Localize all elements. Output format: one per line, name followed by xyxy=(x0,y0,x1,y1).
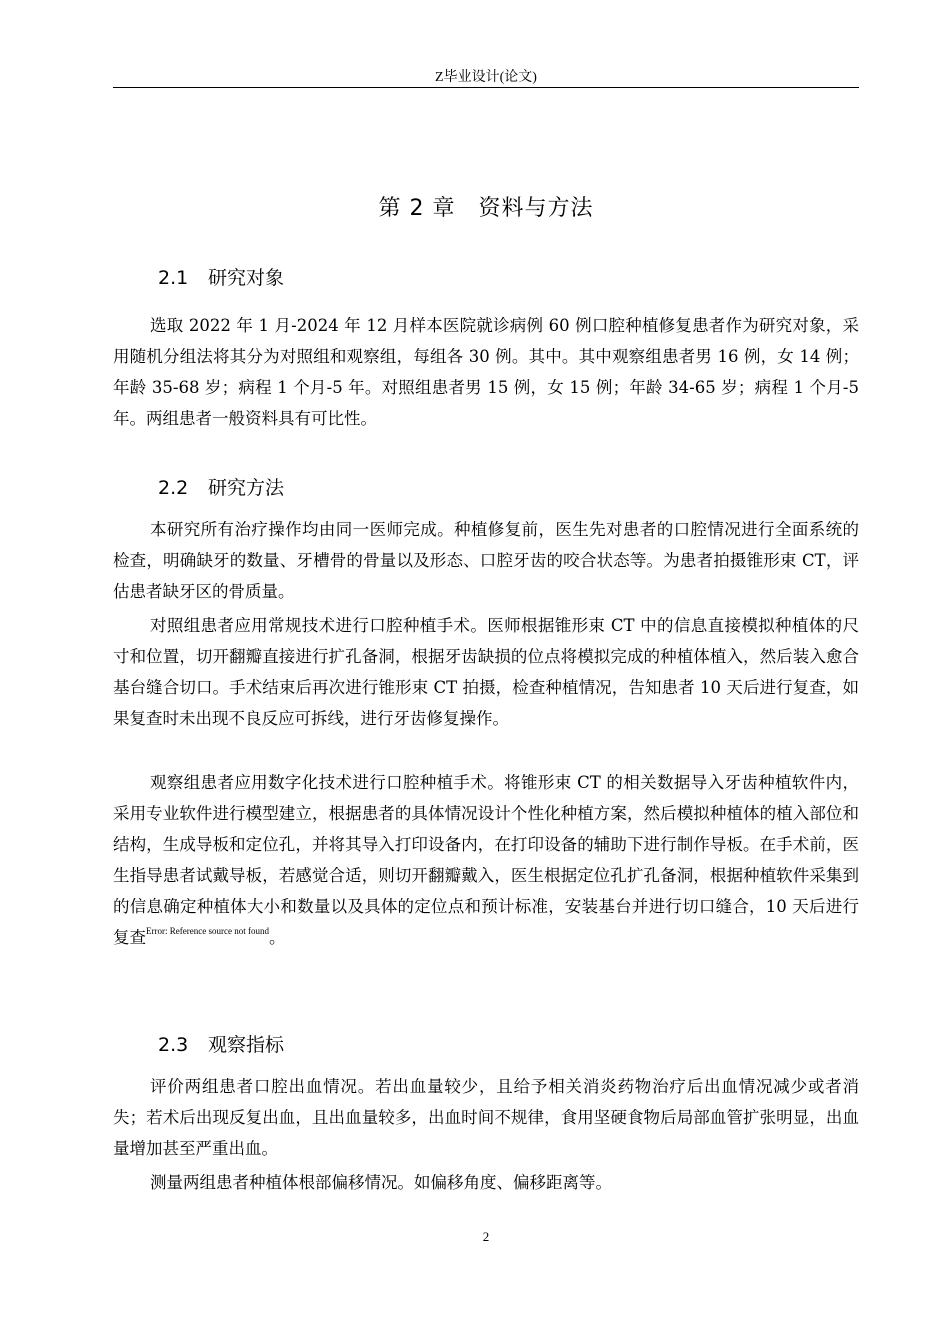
paragraph-control-group: 对照组患者应用常规技术进行口腔种植手术。医师根据锥形束 CT 中的信息直接模拟种植体的尺寸和位置，切开翻瓣直接进行扩孔备洞，根据牙齿缺损的位点将模拟完成的种植体植入，然后装入愈合基台缝合切口。手术结束后再次进行锥形束 CT 拍摄，检查种植情况，告知患者 10 天后进行复查，如果复查时未出现不良反应可拆线，进行牙齿修复操作。 xyxy=(113,616,859,728)
paragraph-observation-group xyxy=(113,767,859,953)
section-number: 2.2 xyxy=(158,477,189,499)
citation-trail: 。 xyxy=(268,928,286,947)
section-heading-2-1 xyxy=(158,265,284,291)
header-rule xyxy=(113,87,859,88)
citation-error-note: Error: Reference source not found xyxy=(146,926,269,936)
section-number: 2.3 xyxy=(158,1034,189,1056)
paragraph-bleeding-evaluation: 评价两组患者口腔出血情况。若出血量较少，且给予相关消炎药物治疗后出血情况减少或者消失；若术后出现反复出血，且出血量较多，出血时间不规律，食用坚硬食物后局部血管扩张明显，出血量增加甚至严重出血。 xyxy=(113,1077,859,1158)
paragraph-implant-offset: 测量两组患者种植体根部偏移情况。如偏移角度、偏移距离等。 xyxy=(150,1173,612,1192)
paragraph-study-subjects: 选取 2022 年 1 月-2024 年 12 月样本医院就诊病例 60 例口腔种植修复患者作为研究对象，采用随机分组法将其分为对照组和观察组，每组各 30 例。其中。其中观察组患者男 16 例，女 14 例；年龄 35-68 岁；病程 1 个月-5 年。对照组患者男 15 例，女 15 例；年龄 34-65 岁；病程 1 个月-5 年。两组患者一般资料具有可比性。 xyxy=(113,316,859,428)
section-title: 研究对象 xyxy=(208,267,285,289)
section-heading-2-3 xyxy=(158,1032,284,1058)
section-title: 研究方法 xyxy=(208,477,285,499)
section-heading-2-2 xyxy=(158,475,284,501)
section-number: 2.1 xyxy=(158,267,189,289)
running-header: Z毕业设计(论文) xyxy=(435,70,537,85)
page-number: 2 xyxy=(482,1229,490,1244)
section-title: 观察指标 xyxy=(208,1034,285,1056)
observation-group-text: 观察组患者应用数字化技术进行口腔种植手术。将锥形束 CT 的相关数据导入牙齿种植软件内，采用专业软件进行模型建立，根据患者的具体情况设计个性化种植方案，然后模拟种植体的植入部位和结构，生成导板和定位孔，并将其导入打印设备内，在打印设备的辅助下进行制作导板。在手术前，医生指导患者试戴导板，若感觉合适，则切开翻瓣戴入，医生根据定位孔扩孔备洞，根据种植软件采集到的信息确定种植体大小和数量以及具体的定位点和预计标准，安装基台并进行切口缝合，10 天后进行复查 xyxy=(113,773,859,947)
chapter-title: 第 2 章 资料与方法 xyxy=(378,196,594,221)
paragraph-methods-intro: 本研究所有治疗操作均由同一医师完成。种植修复前，医生先对患者的口腔情况进行全面系统的检查，明确缺牙的数量、牙槽骨的骨量以及形态、口腔牙齿的咬合状态等。为患者拍摄锥形束 CT，评估患者缺牙区的骨质量。 xyxy=(113,520,859,601)
